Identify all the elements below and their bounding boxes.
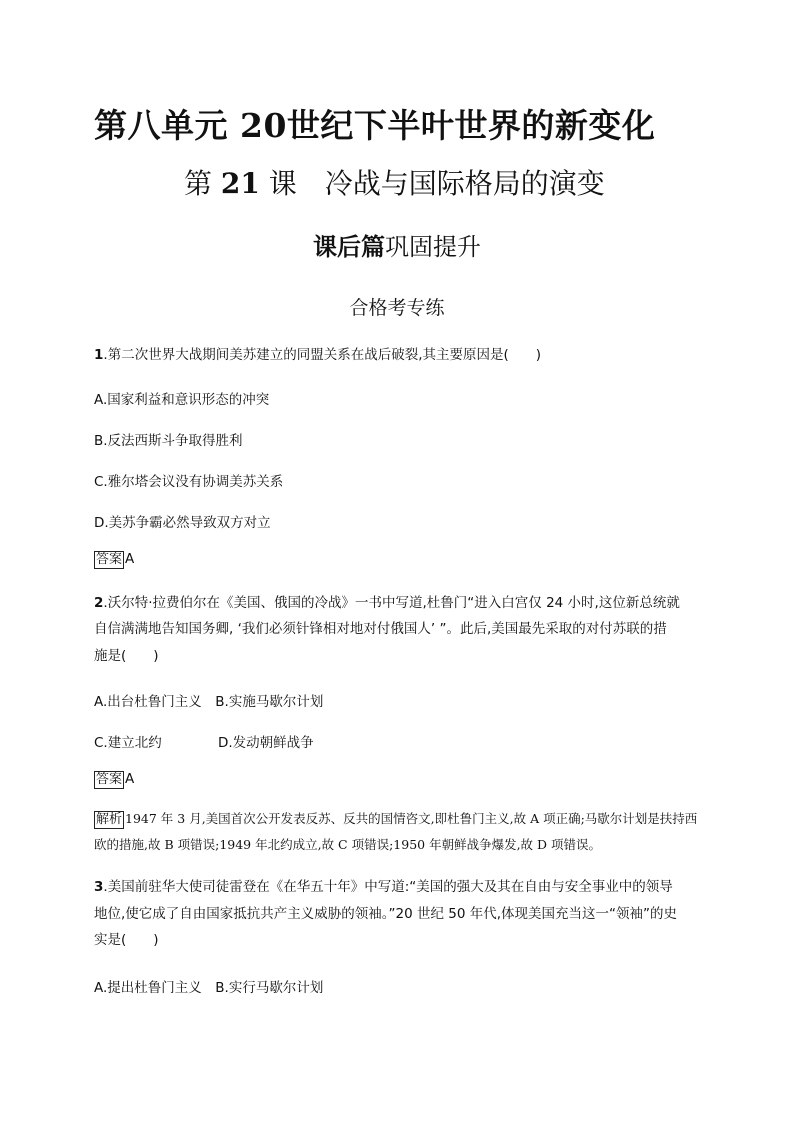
question-2-stem bbox=[94, 594, 680, 612]
answer-tag: 答案 bbox=[96, 552, 123, 567]
answer-row bbox=[94, 551, 134, 569]
analysis-text: 1947 年 3 月,美国首次公开发表反苏、反共的国情咨文,即杜鲁门主义,故 A 项正确;马歇尔计划是扶持西欧的措施,故 B 项错误;1949 年北约成立,故 C 项错误;1950 年朝鲜战争爆发,故 D 项错误。 bbox=[94, 811, 698, 852]
analysis-block bbox=[94, 806, 706, 858]
lesson-prefix: 第 bbox=[184, 167, 221, 200]
sub-title-bold: 课后篇 bbox=[313, 232, 385, 261]
answer-row bbox=[94, 771, 134, 789]
question-2-stem-line: 施是( ) bbox=[94, 648, 159, 664]
option-b: B.反法西斯斗争取得胜利 bbox=[94, 433, 243, 449]
option-a: A.国家利益和意识形态的冲突 bbox=[94, 392, 270, 408]
question-number: 3 bbox=[94, 879, 104, 895]
option-d: D.发动朝鲜战争 bbox=[218, 735, 314, 751]
question-2-stem-line: 自信满满地告知国务卿, ‘我们必须针锋相对地对付俄国人’ ”。此后,美国最先采取的对付苏联的措 bbox=[94, 621, 667, 637]
lesson-title bbox=[184, 162, 605, 202]
option-ab: A.提出杜鲁门主义 B.实行马歇尔计划 bbox=[94, 980, 324, 996]
lesson-name: 课 冷战与国际格局的演变 bbox=[259, 167, 605, 200]
question-text: .沃尔特·拉费伯尔在《美国、俄国的冷战》一书中写道,杜鲁门“进入白宫仅 24 小时,这位新总统就 bbox=[103, 595, 680, 611]
option-c: C.雅尔塔会议没有协调美苏关系 bbox=[94, 474, 284, 490]
lesson-number: 21 bbox=[220, 167, 260, 200]
question-text: .美国前驻华大使司徒雷登在《在华五十年》中写道:“美国的强大及其在自由与安全事业中的领导 bbox=[103, 879, 673, 895]
option-c: C.建立北约 bbox=[94, 735, 162, 751]
unit-title: 第八单元 20世纪下半叶世界的新变化 bbox=[94, 106, 656, 145]
question-3-stem bbox=[94, 878, 673, 896]
section-heading: 合格考专练 bbox=[349, 297, 445, 319]
sub-title bbox=[0, 227, 794, 262]
answer-tag: 答案 bbox=[96, 772, 123, 787]
question-3-stem-line: 实是( ) bbox=[94, 932, 159, 948]
analysis-tag: 解析 bbox=[96, 812, 123, 827]
option-d: D.美苏争霸必然导致双方对立 bbox=[94, 515, 271, 531]
question-text: .第二次世界大战期间美苏建立的同盟关系在战后破裂,其主要原因是( ) bbox=[103, 347, 542, 363]
option-ab: A.出台杜鲁门主义 B.实施马歇尔计划 bbox=[94, 694, 324, 710]
answer-value: A bbox=[125, 551, 135, 567]
question-number: 1 bbox=[94, 347, 104, 363]
question-number: 2 bbox=[94, 595, 104, 611]
answer-value: A bbox=[125, 771, 135, 787]
question-1-stem bbox=[94, 346, 541, 364]
question-3-stem-line: 地位,使它成了自由国家抵抗共产主义威胁的领袖。”20 世纪 50 年代,体现美国充当这一“领袖”的史 bbox=[94, 906, 678, 922]
sub-title-rest: 巩固提升 bbox=[385, 233, 481, 261]
